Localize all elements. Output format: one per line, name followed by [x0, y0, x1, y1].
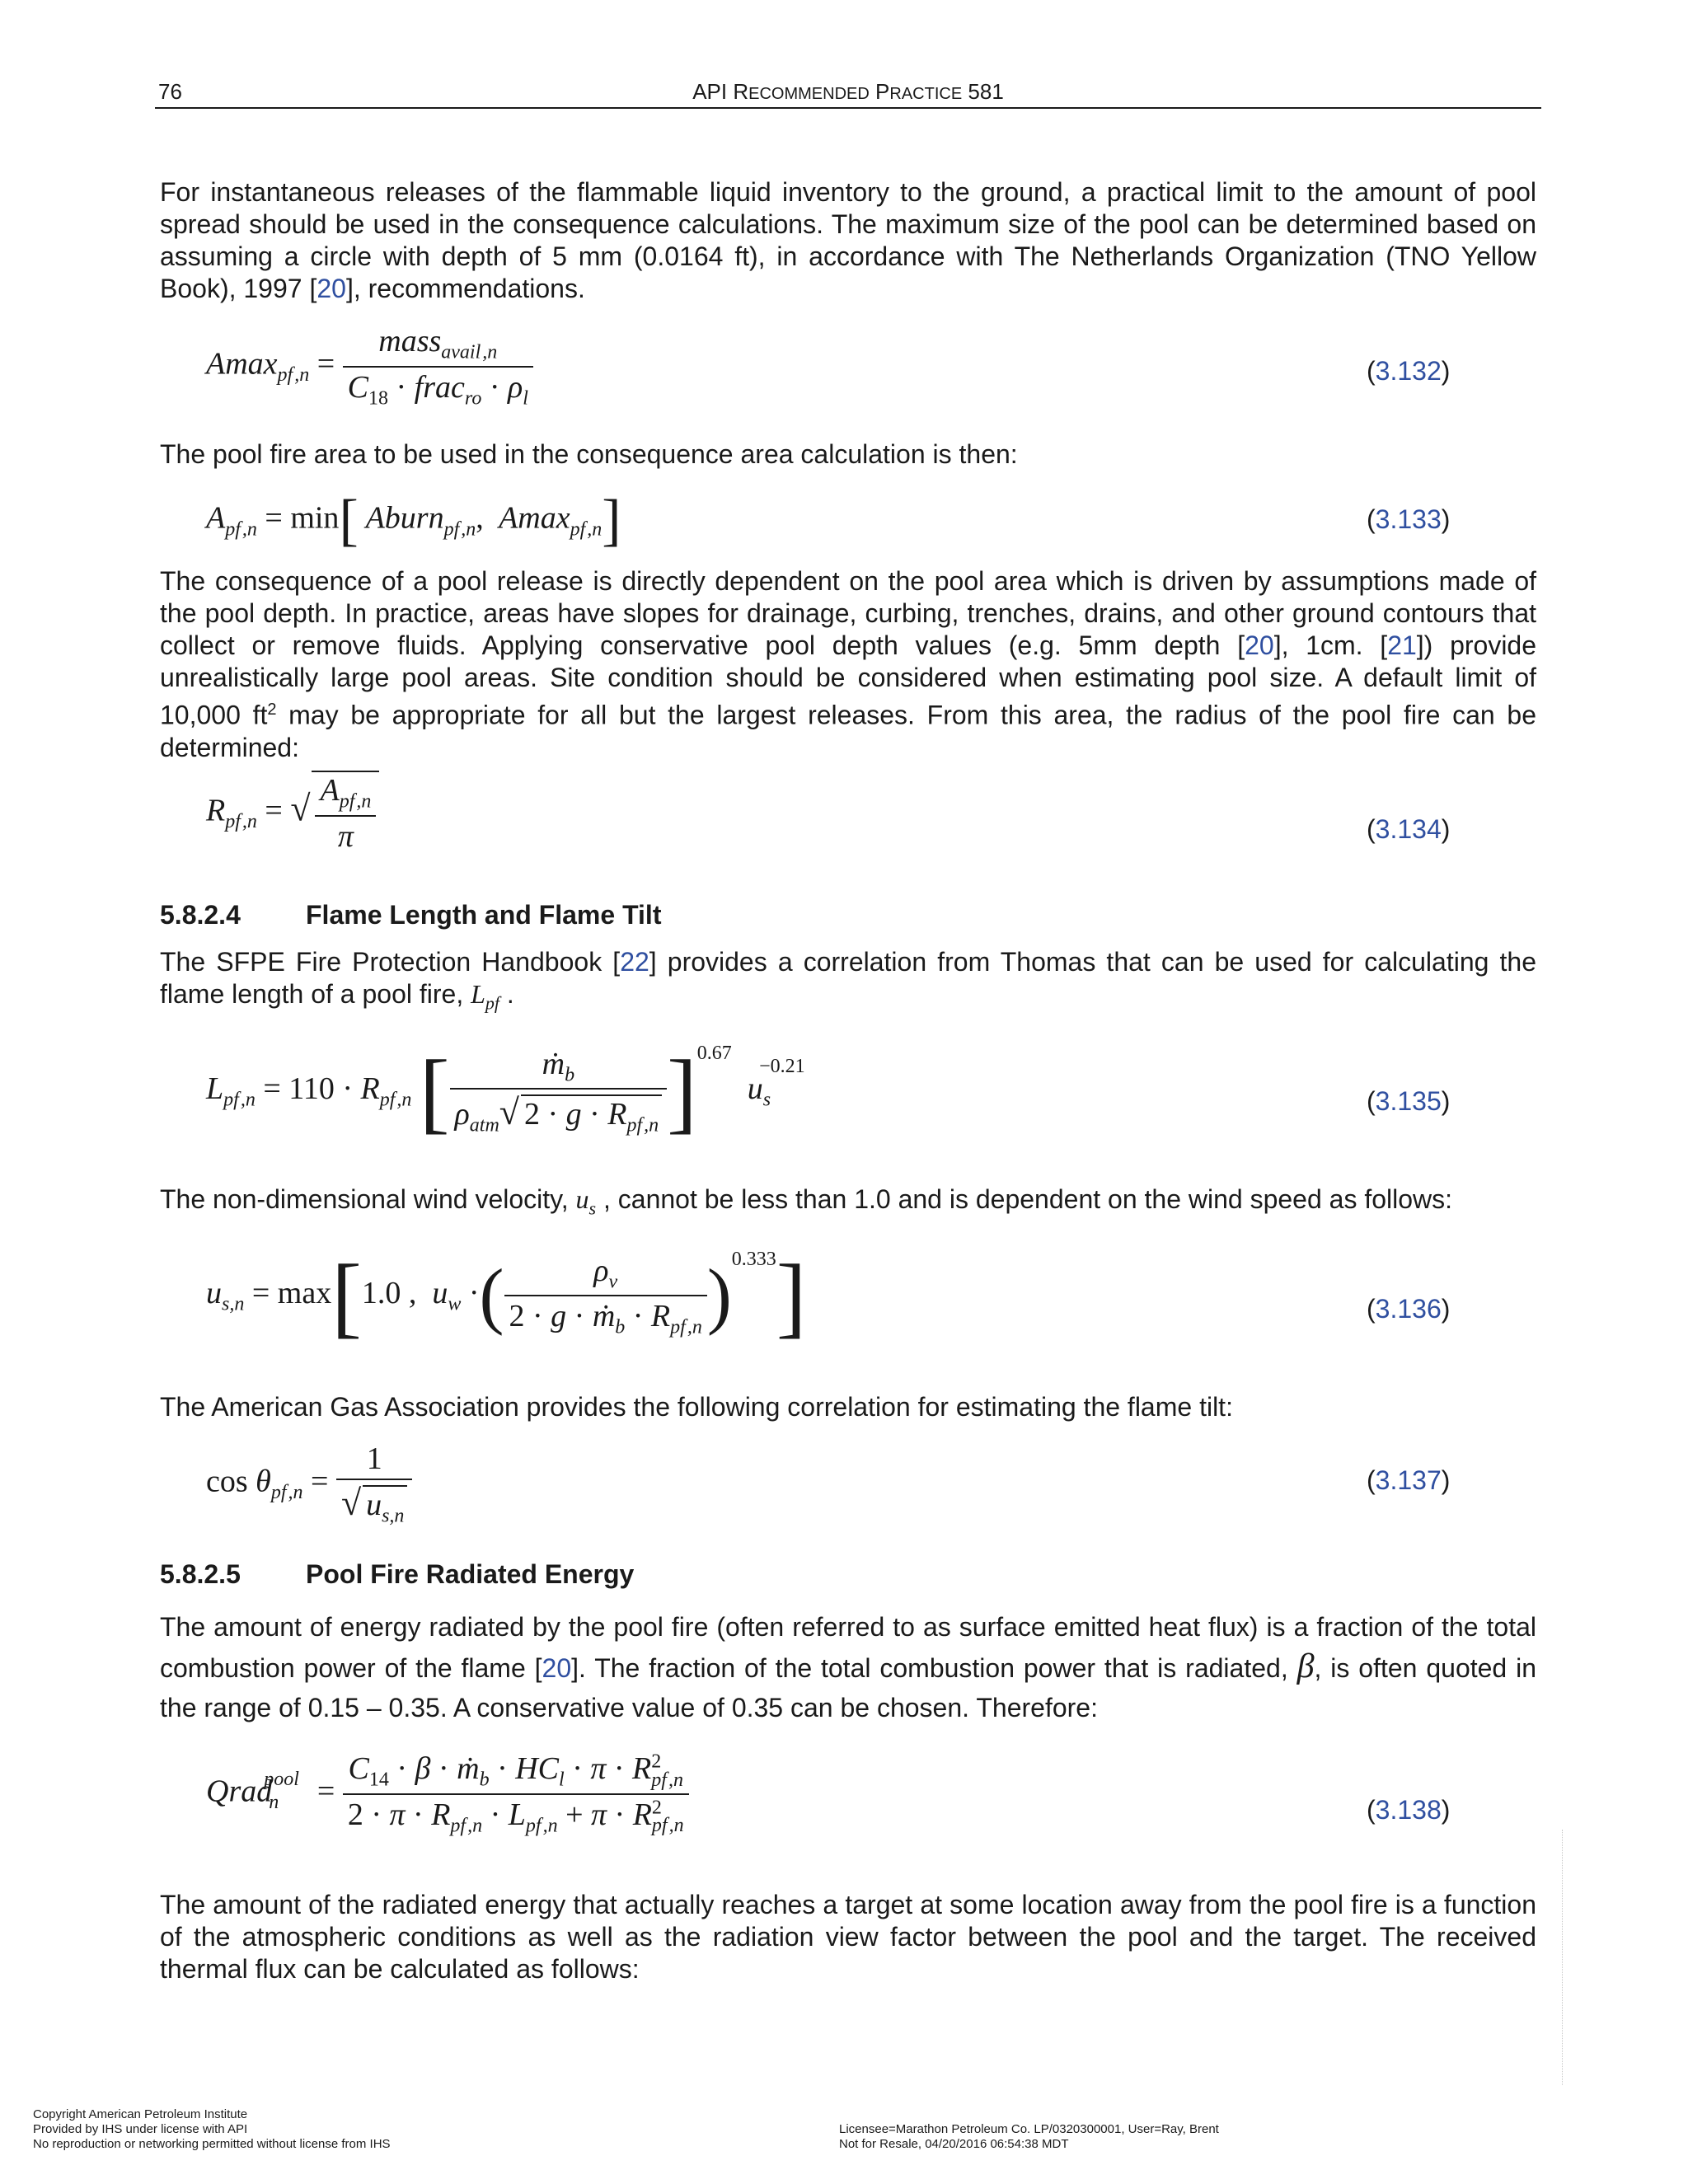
equation-3-137: $\cos \theta_{pf ,n}$ = $\frac{1}{√ u_{s,n}}$: [206, 1441, 412, 1528]
equation-3-134: $R_{pf ,n}$ = √ $\frac{A_{pf ,n}}{\pi}$: [206, 771, 379, 855]
reference-link[interactable]: 22: [620, 947, 649, 977]
paragraph-radiated-energy: The amount of energy radiated by the pool fire (often referred to as surface emitted heat flux) is a fraction of the total combustion power of the flame [20]. The fraction of the total combustion power that is radiated, β, is often quoted in the range of 0.15 – 0.35. A conservative value of 0.35 can be chosen. Therefore:: [160, 1612, 1537, 1722]
equation-3-135: $L_{pf ,n} = 110 \cdot R_{pf ,n}$ [ $\frac{ṁ_b}{\rho_{atm}√ 2 \cdot g \cdot R_{pf ,n}}$ ]$^{0.67}$ $u_s^{-0.21}$: [206, 1041, 805, 1142]
footer-copyright: Copyright American Petroleum Institute Provided by IHS under license with API No reproduction or networking permitted without license from IHS: [33, 2107, 391, 2151]
paragraph-instantaneous-release: For instantaneous releases of the flammable liquid inventory to the ground, a practical limit to the amount of pool spread should be used in the consequence calculations. The maximum size of the pool can be determined based on assuming a circle with depth of 5 mm (0.0164 ft), in accordance with The Netherlands Organization (TNO Yellow Book), 1997 [20], recommendations.: [160, 177, 1536, 303]
equation-number-3-136: (3.136): [1367, 1294, 1451, 1324]
paragraph-pool-depth: The consequence of a pool release is directly dependent on the pool area which is driven by assumptions made of the pool depth. In practice, areas have slopes for drainage, curbing, trenches, drains, and other ground contours that collect or remove fluids. Applying conservative pool depth values (e.g. 5mm depth [20], 1cm. [21]) provide unrealistically large pool areas. Site condition should be considered when estimating pool size. A default limit of 10,000 $ft^2$ may be appropriate for all but the largest releases. From this area, the radius of the pool fire can be determined:: [160, 566, 1537, 762]
reference-link[interactable]: 20: [1245, 630, 1274, 660]
equation-3-138: Qrad$_n^{pool}$ = $\frac{C_{14} \cdot \beta \cdot ṁ_b \cdot HC_l \cdot \pi \cdot R^2_{pf ,n}}{2 \cdot \pi \cdot R_{pf ,n} \cdot L_{pf ,n} + \pi \cdot R^2_{pf ,n}}$: [206, 1750, 689, 1837]
equation-3-136: $u_{s,n} = \max[1.0$ , $u_w$ ·( $\frac{\rho_v}{2 \cdot g \cdot ṁ_b \cdot R_{pf ,n}}$ )$^{0.333}$]: [206, 1245, 807, 1347]
footer-license: Licensee=Marathon Petroleum Co. LP/0320300001, User=Ray, Brent Not for Resale, 04/20/2016 06:54:38 MDT: [839, 2122, 1219, 2151]
paragraph-flame-tilt: The American Gas Association provides the following correlation for estimating the flame tilt:: [160, 1392, 1233, 1422]
paragraph-flame-length: The SFPE Fire Protection Handbook [22] provides a correlation from Thomas that can be used for calculating the flame length of a pool fire, $L_{pf}$ .: [160, 947, 1537, 1014]
paragraph-pool-fire-area: The pool fire area to be used in the consequence area calculation is then:: [160, 439, 1018, 469]
paragraph-wind-velocity: The non-dimensional wind velocity, $u_s$ , cannot be less than 1.0 and is dependent on the wind speed as follows:: [160, 1184, 1453, 1219]
section-heading-5-8-2-5: 5.8.2.5 Pool Fire Radiated Energy: [160, 1559, 635, 1589]
reference-link[interactable]: 20: [316, 274, 346, 303]
equation-3-132: Amax$_{pf ,n}$ = $\frac{mass_{avail ,n}}{C_{18} \cdot frac_{ro} \cdot \rho_l}$: [206, 323, 533, 410]
page-number: 76: [158, 79, 182, 104]
equation-number-3-138: (3.138): [1367, 1795, 1451, 1825]
paragraph-received-flux: The amount of the radiated energy that actually reaches a target at some location away from the pool fire is a function of the atmospheric conditions as well as the radiation view factor between the pool and the target. The received thermal flux can be calculated as follows:: [160, 1890, 1536, 1984]
section-heading-5-8-2-4: 5.8.2.4 Flame Length and Flame Tilt: [160, 900, 662, 930]
equation-number-3-134: (3.134): [1367, 814, 1451, 844]
margin-scan-marks: [1562, 1830, 1569, 2085]
equation-number-3-137: (3.137): [1367, 1465, 1451, 1495]
equation-3-133: $A_{pf ,n} = \min$[ Aburn$_{pf ,n}$, Amax$_{pf ,n}$]: [206, 489, 621, 552]
page-header: [155, 79, 1541, 109]
equation-number-3-133: (3.133): [1367, 504, 1451, 534]
equation-number-3-135: (3.135): [1367, 1086, 1451, 1116]
reference-link[interactable]: 20: [542, 1653, 572, 1683]
equation-number-3-132: (3.132): [1367, 356, 1451, 386]
reference-link[interactable]: 21: [1387, 630, 1417, 660]
running-title: API RECOMMENDED PRACTICE 581: [692, 79, 1004, 104]
